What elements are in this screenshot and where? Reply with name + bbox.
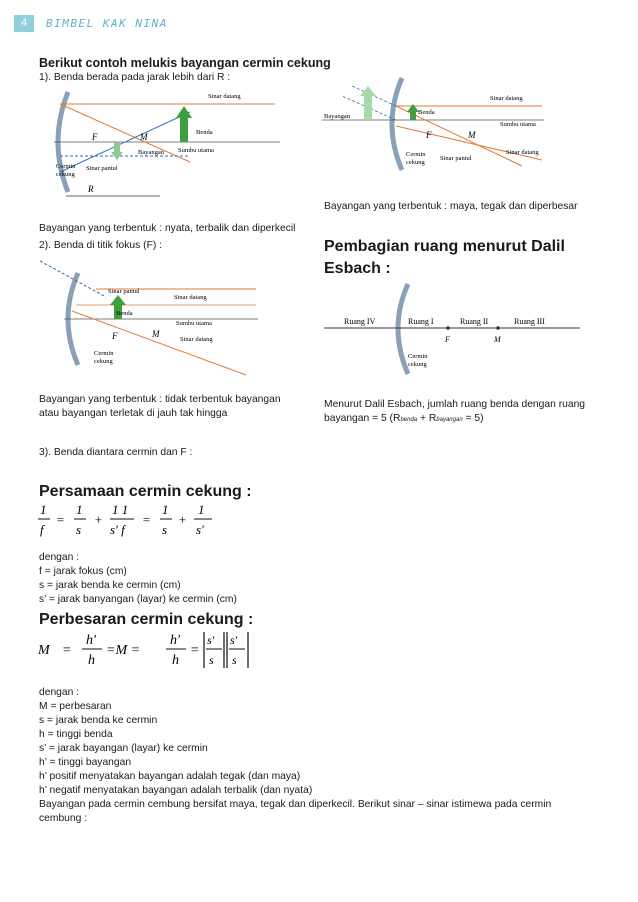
esbach-title-line1: Pembagian ruang menurut Dalil: [324, 238, 565, 255]
label-ruang3: Ruang III: [514, 317, 545, 326]
label-sinar-datang-top: Sinar datang: [174, 294, 207, 301]
perbesaran-def-negative: h’ negatif menyatakan bayangan adalah terbalik (dan nyata): [39, 785, 313, 796]
eq-equals2: =: [142, 512, 151, 527]
persamaan-def-f: f = jarak fokus (cm): [39, 566, 127, 577]
case1-heading: 1). Benda berada pada jarak lebih dari R :: [39, 72, 231, 83]
esbach-title-line2: Esbach :: [324, 260, 391, 277]
eq-sprime2: s′: [230, 633, 238, 647]
perbesaran-def-M: M = perbesaran: [39, 701, 112, 712]
incident-ray-2: [72, 311, 246, 375]
label-benda: Benda: [196, 129, 213, 136]
perbesaran-def-sprime: s’ = jarak bayangan (layar) ke cermin: [39, 743, 208, 754]
label-cekung: cekung: [408, 361, 427, 368]
eq-num2: 1: [76, 502, 83, 517]
label-M: M: [494, 335, 501, 344]
diagram-esbach: [322, 280, 584, 380]
diagram-case3: [322, 74, 547, 194]
case2-result-line2: atau bayangan terletak di jauh tak hingga: [39, 408, 228, 419]
eq-equals2: =: [190, 643, 200, 658]
diagram-case1: [40, 84, 285, 204]
label-F: F: [445, 335, 450, 344]
label-sumbu-utama: Sumbu utama: [500, 121, 536, 128]
diagram-case2: [36, 253, 261, 378]
label-cermin: Cermin: [406, 151, 426, 158]
point-F: [446, 326, 450, 330]
perbesaran-def-positive: h’ positif menyatakan bayangan adalah tegak (dan maya): [39, 771, 301, 782]
label-cekung: cekung: [406, 159, 425, 166]
equation-magnification: [36, 630, 256, 670]
label-sumbu-utama: Sumbu utama: [178, 147, 214, 154]
perbesaran-def-s: s = jarak benda ke cermin: [39, 715, 158, 726]
label-M: M: [140, 132, 148, 142]
esbach-desc-mid: + R: [417, 413, 437, 424]
eq-plus2: +: [178, 512, 187, 527]
case2-heading: 2). Benda di titik fokus (F) :: [39, 240, 163, 251]
perbesaran-def-hprime: h’ = tinggi bayangan: [39, 757, 132, 768]
eq-f: f: [40, 522, 44, 537]
label-cekung: cekung: [94, 358, 113, 365]
persamaan-def-s: s = jarak benda ke cermin (cm): [39, 580, 181, 591]
point-M: [496, 326, 500, 330]
brand-title: BIMBEL KAK NINA: [46, 17, 168, 30]
eq-hprime1: h′: [86, 633, 97, 648]
case2-result-line1: Bayangan yang terbentuk : tidak terbentuk bayangan: [39, 394, 281, 405]
label-cermin: Cermin: [94, 350, 114, 357]
esbach-desc-line2: [324, 412, 484, 427]
label-sinar-datang: Sinar datang: [208, 93, 241, 100]
label-M: M: [468, 130, 476, 140]
mirror-curve: [398, 284, 408, 374]
closing-line2: cembung :: [39, 813, 88, 824]
eq-h2: h: [172, 653, 179, 668]
label-sinar-pantul: Sinar pantul: [108, 288, 140, 295]
eq-s1: s: [209, 653, 214, 667]
label-benda: Benda: [418, 109, 435, 116]
label-bayangan: Bayangan: [138, 149, 164, 156]
case1-result: Bayangan yang terbentuk : nyata, terbalik dan diperkecil: [39, 223, 296, 234]
label-cermin: Cermin: [408, 353, 428, 360]
eq-M-eq: =M =: [106, 643, 141, 658]
label-sinar-datang: Sinar datang: [490, 95, 523, 102]
persamaan-dengan: dengan :: [39, 552, 80, 563]
esbach-desc-line1: Menurut Dalil Esbach, jumlah ruang benda dengan ruang: [324, 399, 586, 410]
label-benda: Benda: [116, 310, 133, 317]
reflected-ray-1: [60, 104, 190, 162]
eq-s2: s: [232, 653, 237, 667]
label-ruang1: Ruang I: [408, 317, 434, 326]
esbach-desc-sub1: benda: [400, 417, 418, 423]
label-F: F: [426, 130, 432, 140]
label-ruang4: Ruang IV: [344, 317, 376, 326]
eq-s2: s: [162, 522, 168, 537]
eq-num4: 1: [198, 502, 205, 517]
object-arrow: [180, 116, 188, 142]
eq-hprime2: h′: [170, 633, 181, 648]
label-sinar-pantul: Sinar pantul: [86, 165, 118, 172]
esbach-desc-sub2: bayangan: [436, 417, 463, 423]
eq-equals1: =: [56, 512, 65, 527]
case3-result: Bayangan yang terbentuk : maya, tegak dan diperbesar: [324, 201, 578, 212]
perbesaran-def-h: h = tinggi benda: [39, 729, 113, 740]
label-cekung: cekung: [56, 171, 75, 178]
label-cermin: Cermin: [56, 163, 76, 170]
esbach-desc-suffix: = 5): [462, 413, 484, 424]
label-F: F: [112, 331, 118, 341]
label-M: M: [152, 329, 160, 339]
label-R: R: [88, 184, 94, 194]
equation-mirror: [36, 500, 236, 540]
mirror-curve: [392, 78, 402, 170]
eq-plus1: +: [94, 512, 103, 527]
eq-num3: 1: [162, 502, 169, 517]
eq-s1: s: [76, 522, 82, 537]
esbach-desc-prefix: bayangan = 5 (R: [324, 413, 401, 424]
label-F: F: [92, 132, 98, 142]
eq-sf: s′ f: [110, 522, 125, 537]
persamaan-title: Persamaan cermin cekung :: [39, 483, 252, 500]
label-ruang2: Ruang II: [460, 317, 489, 326]
object-arrow-head: [110, 295, 126, 305]
page-number: 4: [20, 17, 28, 29]
eq-num1: 1: [40, 502, 47, 517]
eq-h1: h: [88, 653, 95, 668]
eq-equals: =: [62, 643, 72, 658]
eq-sprime: s′: [196, 522, 204, 537]
label-bayangan: Bayangan: [324, 113, 350, 120]
eq-ones: 1 1: [112, 502, 129, 517]
eq-sprime1: s′: [207, 633, 215, 647]
closing-line1: Bayangan pada cermin cembung bersifat maya, tegak dan diperkecil. Berikut sinar – sinar istimewa pada cermin: [39, 799, 552, 810]
image-arrow: [364, 94, 372, 120]
label-sumbu-utama: Sumbu utama: [176, 320, 212, 327]
section-title: Berikut contoh melukis bayangan cermin cekung: [39, 56, 331, 70]
eq-M: M: [38, 643, 50, 658]
perbesaran-dengan: dengan :: [39, 687, 80, 698]
persamaan-def-sprime: s’ = jarak banyangan (layar) ke cermin (cm): [39, 594, 237, 605]
label-sinar-datang2: Sinar datang: [506, 149, 539, 156]
label-sinar-pantul: Sinar pantul: [440, 155, 472, 162]
perbesaran-title: Perbesaran cermin cekung :: [39, 611, 254, 628]
case3-heading: 3). Benda diantara cermin dan F :: [39, 447, 193, 458]
label-sinar-datang: Sinar datang: [180, 336, 213, 343]
